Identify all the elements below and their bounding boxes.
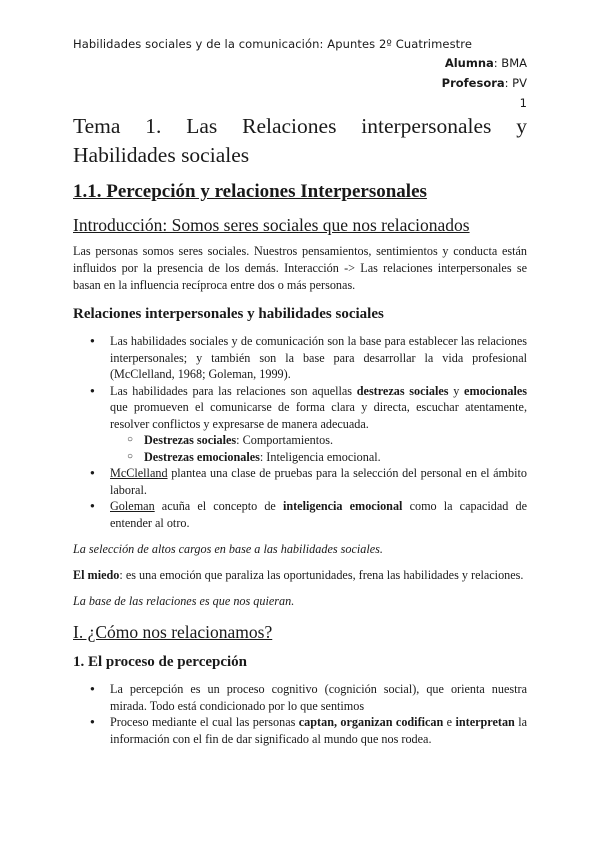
section-heading-1-1: 1.1. Percepción y relaciones Interpersonales	[73, 181, 427, 202]
student-label: Alumna	[444, 56, 494, 70]
sub-list	[110, 432, 527, 465]
sub-list-item: ○ Destrezas emocionales: Inteligencia emocional.	[110, 449, 527, 466]
teacher-label: Profesora	[441, 76, 505, 90]
list-item: ● La percepción es un proceso cognitivo (cognición social), que orienta nuestra mirada. Todo está condicionado por lo que sentimos	[73, 681, 527, 714]
student-line	[445, 56, 527, 70]
sub-list-item: ○ Destrezas sociales: Comportamientos.	[110, 432, 527, 449]
relaciones-list	[73, 333, 527, 531]
proceso-list	[73, 681, 527, 747]
note-base: La base de las relaciones es que nos quieran.	[73, 594, 295, 608]
list-item: ● Las habilidades para las relaciones son aquellas destrezas sociales y emocionales que promueven el comunicarse de forma clara y directa, escuchar atentamente, resolver conflictos y expresarse de manera adecuada. ○ Destrezas sociales: Comportamientos. ○ Destrezas emocionales: Inteligencia emocional.	[73, 383, 527, 466]
list-item: ● Proceso mediante el cual las personas captan, organizan codifican e interpretan la información con el fin de dar significado al mundo que nos rodea.	[73, 714, 527, 747]
running-header: Habilidades sociales y de la comunicación: Apuntes 2º Cuatrimestre	[73, 37, 473, 51]
teacher-value: : PV	[504, 76, 527, 90]
list-item: ● Goleman acuña el concepto de inteligencia emocional como la capacidad de entender al otro.	[73, 498, 527, 531]
proceso-heading: 1. El proceso de percepción	[73, 654, 248, 670]
page-number: 1	[519, 96, 527, 110]
note-miedo: El miedo: es una emoción que paraliza las oportunidades, frena las habilidades y relaciones.	[73, 568, 524, 582]
document-title: Tema 1. Las Relaciones interpersonales y Habilidades sociales	[73, 114, 527, 167]
list-item: ● McClelland plantea una clase de pruebas para la selección del personal en el ámbito laboral.	[73, 465, 527, 498]
intro-paragraph: Las personas somos seres sociales. Nuestros pensamientos, sentimientos y conducta están influidos por la presencia de los demás. Interacción -> Las relaciones interpersonales se basan en la influencia recíproca entre dos o más personas.	[73, 244, 527, 292]
relaciones-heading: Relaciones interpersonales y habilidades sociales	[73, 306, 384, 322]
page-content	[73, 112, 527, 747]
intro-heading: Introducción: Somos seres sociales que nos relacionados	[73, 215, 470, 235]
section-heading-I: I. ¿Cómo nos relacionamos?	[73, 622, 273, 642]
note-seleccion: La selección de altos cargos en base a las habilidades sociales.	[73, 542, 383, 556]
teacher-line	[442, 76, 527, 90]
student-value: : BMA	[493, 56, 527, 70]
list-item: ● Las habilidades sociales y de comunicación son la base para establecer las relaciones interpersonales; y también son la base para desarrollar la vida profesional (McClelland, 1968; Goleman, 1999).	[73, 333, 527, 383]
